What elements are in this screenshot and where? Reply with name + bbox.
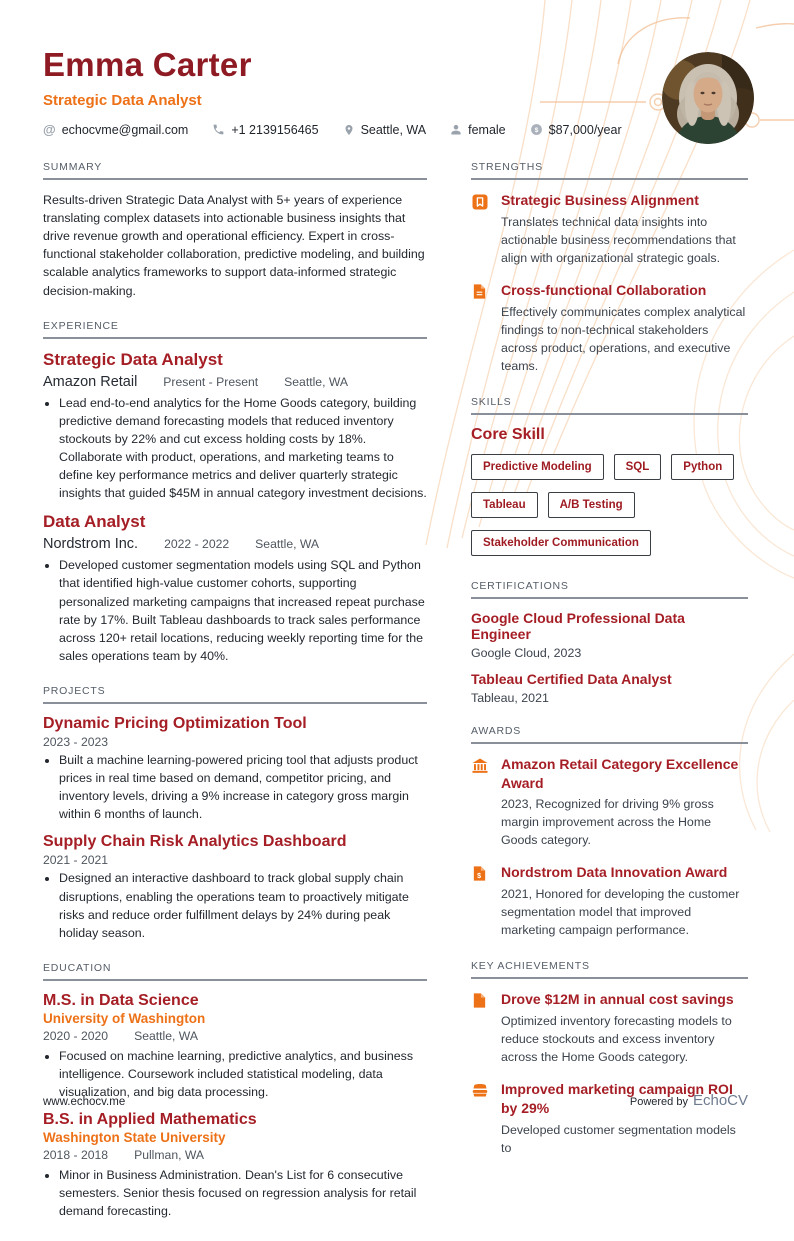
job-location: Seattle, WA	[255, 537, 320, 552]
achievement-title: Drove $12M in annual cost savings	[501, 991, 734, 1008]
job-dates: Present - Present	[163, 374, 259, 389]
certification-issuer: Google Cloud, 2023	[471, 645, 582, 660]
skill-chip: Stakeholder Communication	[471, 530, 651, 556]
candidate-name: Emma Carter	[43, 46, 252, 83]
contact-gender-text: female	[468, 122, 506, 137]
strength-title: Strategic Business Alignment	[501, 192, 699, 208]
footer-website-link[interactable]: www.echocv.me	[43, 1096, 126, 1108]
experience-section	[43, 320, 427, 665]
certification-item	[471, 610, 748, 660]
file-icon	[471, 992, 489, 1010]
project-item	[43, 833, 427, 941]
project-dates: 2021 - 2021	[43, 853, 109, 868]
money-document-icon	[471, 865, 489, 883]
award-title: Amazon Retail Category Excellence Award	[501, 755, 739, 791]
certification-title: Google Cloud Professional Data Engineer	[471, 609, 685, 642]
skill-chips	[471, 454, 748, 556]
experience-item	[43, 350, 427, 503]
phone-icon	[212, 123, 225, 136]
bullet-item: • Focused on machine learning, predictive analytics, and business intelligence. Coursework included statistical modeling, data visualization, and big data processing.	[59, 1047, 427, 1101]
education-location: Seattle, WA	[134, 1028, 198, 1043]
certifications-label: CERTIFICATIONS	[471, 580, 748, 599]
job-title: Strategic Data Analyst	[43, 349, 223, 369]
project-title: Dynamic Pricing Optimization Tool	[43, 714, 307, 732]
certification-issuer: Tableau, 2021	[471, 690, 549, 705]
bullet-item: • Lead end-to-end analytics for the Home Goods category, building predictive demand forecasting models that reduced inventory stockouts by 22% and cut excess holding costs by 18%. Collaborate with product, operations, and marketing teams to define key performance metrics and deliver quarterly strategic insights that guided $45M in annual category investment decisions.	[59, 394, 427, 503]
degree-title: B.S. in Applied Mathematics	[43, 1111, 257, 1129]
page-footer	[43, 1092, 748, 1109]
contact-phone[interactable]	[212, 123, 318, 137]
skill-chip: Tableau	[471, 492, 538, 518]
contact-salary	[530, 123, 622, 137]
school-name: Washington State University	[43, 1130, 226, 1146]
contact-phone-text: +1 2139156465	[231, 122, 319, 137]
education-dates: 2018 - 2018	[43, 1148, 109, 1163]
company-name: Amazon Retail	[43, 373, 138, 390]
powered-by-text: Powered by	[629, 1096, 688, 1108]
profile-photo	[662, 52, 754, 144]
education-label: EDUCATION	[43, 962, 427, 981]
awards-label: AWARDS	[471, 725, 748, 744]
job-location: Seattle, WA	[284, 374, 349, 389]
person-icon	[450, 123, 462, 136]
contact-salary-text: $87,000/year	[548, 122, 622, 137]
location-icon	[343, 123, 355, 137]
project-title: Supply Chain Risk Analytics Dashboard	[43, 833, 347, 851]
award-text: 2023, Recognized for driving 9% gross margin improvement across the Home Goods category.	[501, 797, 714, 848]
right-column	[471, 161, 748, 1241]
education-item	[43, 1111, 427, 1220]
award-text: 2021, Honored for developing the customer segmentation model that improved marketing campaign performance.	[501, 887, 740, 938]
left-column	[43, 161, 427, 1241]
award-item	[471, 755, 748, 851]
achievement-text: Optimized inventory forecasting models to reduce stockouts and excess inventory across the Home Goods category.	[501, 1014, 732, 1065]
school-name: University of Washington	[43, 1010, 206, 1026]
achievement-item	[471, 990, 748, 1067]
resume-header	[43, 46, 748, 137]
strength-title: Cross-functional Collaboration	[501, 281, 707, 298]
certification-item	[471, 671, 748, 705]
bank-icon	[471, 757, 489, 775]
experience-item	[43, 512, 427, 665]
education-location: Pullman, WA	[134, 1148, 205, 1163]
project-item	[43, 715, 427, 823]
bullet-item: • Developed customer segmentation models using SQL and Python that identified high-value customer cohorts, supporting personalized marketing campaigns that increased repeat purchase rate by 17%. Built Tableau dashboards to track sales performance across 120+ retail locations, reducing weekly reporting time for the sales operations team by 40%.	[59, 556, 427, 665]
summary-text: Results-driven Strategic Data Analyst with 5+ years of experience translating complex datasets into actionable business insights that drive revenue growth and operational efficiency. Expert in cross-functional stakeholder collaboration, predictive modeling, and building scalable analytics frameworks to support data-informed strategic decision-making.	[43, 193, 425, 298]
bookmark-icon	[471, 193, 489, 211]
degree-title: M.S. in Data Science	[43, 991, 199, 1009]
strengths-section	[471, 161, 748, 376]
company-name: Nordstrom Inc.	[43, 536, 139, 553]
powered-by	[630, 1092, 748, 1109]
education-item	[43, 992, 427, 1101]
skill-chip: Python	[671, 454, 734, 480]
projects-section	[43, 685, 427, 942]
skills-section	[471, 396, 748, 556]
skills-label: SKILLS	[471, 396, 748, 415]
strengths-label: STRENGTHS	[471, 161, 748, 180]
award-title: Nordstrom Data Innovation Award	[501, 864, 728, 881]
job-dates: 2022 - 2022	[164, 537, 230, 552]
achievement-title: Improved marketing campaign ROI by 29%	[501, 1081, 733, 1116]
candidate-title: Strategic Data Analyst	[43, 92, 202, 109]
contact-location	[343, 123, 427, 137]
document-icon	[471, 283, 489, 301]
bullet-item: • Minor in Business Administration. Dean's List for 6 consecutive semesters. Senior thesis focused on regression analysis for retail demand forecasting.	[59, 1166, 427, 1220]
strength-text: Effectively communicates complex analytical findings to non-technical stakeholders across product, operations, and executive teams.	[501, 304, 746, 373]
summary-section	[43, 161, 427, 300]
contact-gender	[450, 123, 506, 137]
project-dates: 2023 - 2023	[43, 734, 109, 749]
bullet-item: • Built a machine learning-powered pricing tool that adjusts product prices in real time based on demand, competitor pricing, and inventory levels, driving a 9% increase in category gross margin within 6 months of launch.	[59, 751, 427, 823]
skill-chip: Predictive Modeling	[471, 454, 604, 480]
certification-title: Tableau Certified Data Analyst	[471, 670, 672, 687]
summary-label: SUMMARY	[43, 161, 427, 180]
award-item	[471, 863, 748, 940]
at-icon: @	[43, 122, 56, 137]
experience-label: EXPERIENCE	[43, 320, 427, 339]
achievement-text: Developed customer segmentation models to	[501, 1122, 736, 1155]
svg-text:$: $	[534, 126, 539, 134]
strength-item	[471, 191, 748, 268]
brand-name[interactable]: EchoCV	[692, 1092, 748, 1109]
education-dates: 2020 - 2020	[43, 1028, 109, 1043]
contact-email-text: echocvme@gmail.com	[61, 122, 189, 137]
projects-label: PROJECTS	[43, 685, 427, 704]
skill-chip: SQL	[614, 454, 662, 480]
svg-text:$: $	[477, 872, 482, 881]
strength-item	[471, 281, 748, 376]
contact-email[interactable]	[43, 122, 188, 137]
contact-row	[43, 122, 748, 137]
dollar-icon	[530, 123, 543, 136]
skill-group-title: Core Skill	[471, 425, 545, 443]
certifications-section	[471, 580, 748, 705]
strength-text: Translates technical data insights into actionable business recommendations that align with organizational strategic goals.	[501, 214, 736, 265]
contact-location-text: Seattle, WA	[360, 122, 427, 137]
job-title: Data Analyst	[43, 512, 146, 532]
key-achievements-label: KEY ACHIEVEMENTS	[471, 960, 748, 979]
bullet-item: • Designed an interactive dashboard to track global supply chain disruptions, enabling the operations team to proactively mitigate risks and reduce order fulfillment delays by 24% during peak holiday season.	[59, 869, 427, 941]
skill-chip: A/B Testing	[548, 492, 635, 518]
awards-section	[471, 725, 748, 941]
key-achievements-section	[471, 960, 748, 1158]
